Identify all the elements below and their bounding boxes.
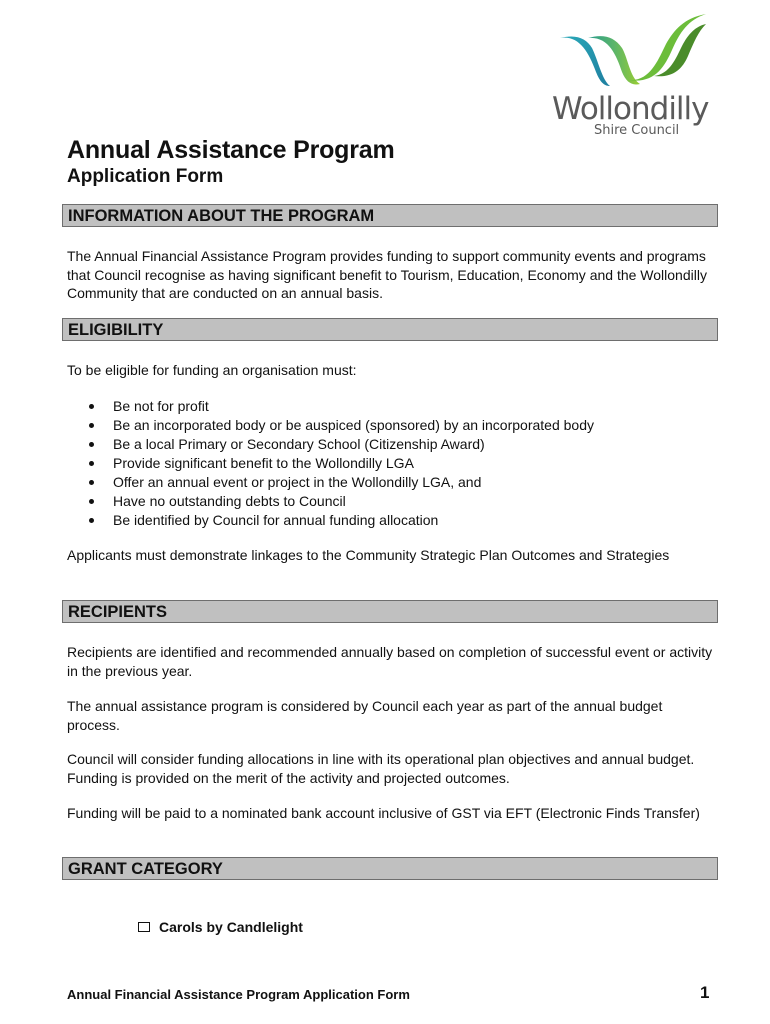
bullet-icon [89, 461, 94, 466]
list-item [67, 397, 707, 416]
bullet-icon [89, 404, 94, 409]
info-paragraph: The Annual Financial Assistance Program provides funding to support community events and programs that Council recognise as having significant benefit to Tourism, Education, Economy and the Wollondilly Community that are conducted on an annual basis. [67, 248, 707, 301]
recipients-paragraph: Funding will be paid to a nominated bank account inclusive of GST via EFT (Electronic Finds Transfer) [67, 805, 700, 821]
bullet-icon [89, 518, 94, 523]
criterion-text: Be a local Primary or Secondary School (Citizenship Award) [113, 436, 485, 452]
grant-option-label: Carols by Candlelight [159, 919, 303, 935]
section-heading-info: INFORMATION ABOUT THE PROGRAM [62, 204, 718, 227]
list-item [67, 492, 707, 511]
footer-title: Annual Financial Assistance Program Application Form [67, 987, 410, 1002]
document-title: Annual Assistance Program [67, 136, 395, 164]
recipients-paragraph: Recipients are identified and recommended annually based on completion of successful event or activity in the previous year. [67, 644, 713, 679]
bullet-icon [89, 480, 94, 485]
grant-option-carols[interactable] [138, 918, 303, 936]
eligibility-note: Applicants must demonstrate linkages to the Community Strategic Plan Outcomes and Strategies [67, 547, 670, 563]
council-logo [552, 10, 720, 140]
eligibility-criteria-list [67, 397, 707, 530]
logo-wordmark: Wollondilly [552, 91, 709, 127]
recipients-paragraph: Council will consider funding allocations in line with its operational plan objectives and annual budget. Funding is provided on the merit of the activity and projected outcomes. [67, 751, 695, 786]
logo-subtitle: Shire Council [594, 123, 680, 138]
eligibility-intro: To be eligible for funding an organisation must: [67, 362, 357, 378]
criterion-text: Be an incorporated body or be auspiced (sponsored) by an incorporated body [113, 417, 594, 433]
bullet-icon [89, 442, 94, 447]
page-number: 1 [700, 983, 710, 1002]
list-item [67, 473, 707, 492]
bullet-icon [89, 423, 94, 428]
section-heading-recipients: RECIPIENTS [62, 600, 718, 623]
document-subtitle: Application Form [67, 166, 224, 187]
criterion-text: Offer an annual event or project in the Wollondilly LGA, and [113, 474, 482, 490]
criterion-text: Be identified by Council for annual funding allocation [113, 512, 439, 528]
carols-checkbox[interactable] [138, 922, 150, 932]
criterion-text: Be not for profit [113, 398, 209, 414]
list-item [67, 416, 707, 435]
criterion-text: Provide significant benefit to the Wollondilly LGA [113, 455, 414, 471]
bullet-icon [89, 499, 94, 504]
section-heading-eligibility: ELIGIBILITY [62, 318, 718, 341]
list-item [67, 435, 707, 454]
leaf-swoosh-icon [558, 10, 708, 90]
criterion-text: Have no outstanding debts to Council [113, 493, 346, 509]
recipients-paragraph: The annual assistance program is considered by Council each year as part of the annual budget process. [67, 698, 663, 733]
section-heading-grant-category: GRANT CATEGORY [62, 857, 718, 880]
list-item [67, 454, 707, 473]
list-item [67, 511, 707, 530]
